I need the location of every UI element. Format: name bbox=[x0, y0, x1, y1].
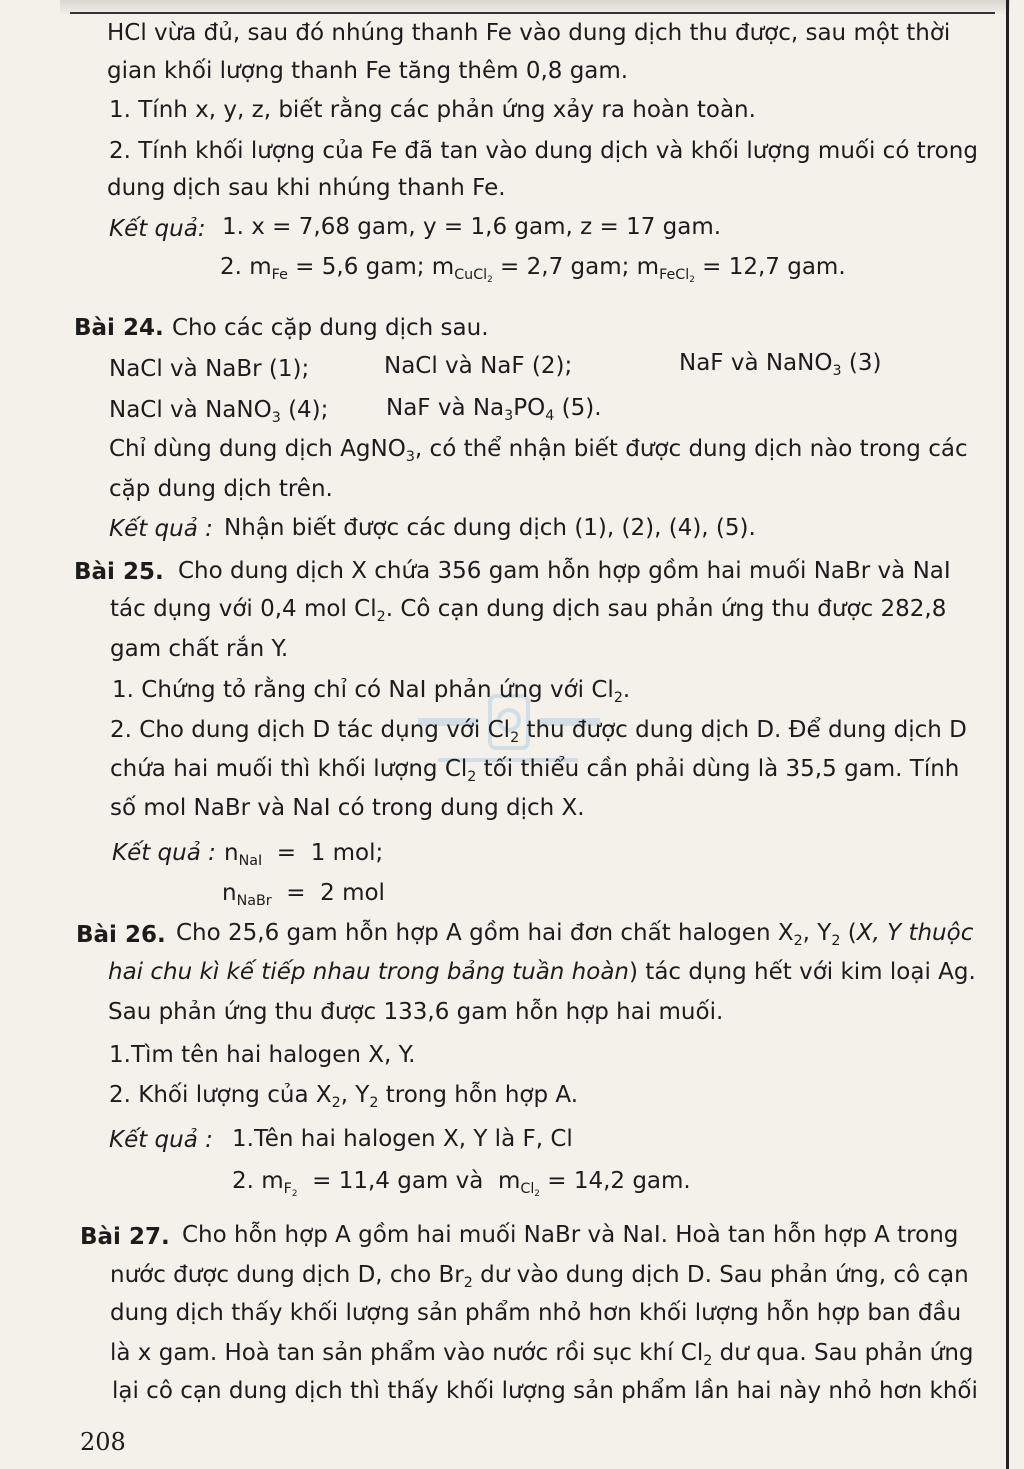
text-line: 2. Khối lượng của $X_2$, $Y_2$ trong hỗn hợp A. bbox=[109, 1082, 579, 1111]
text-line: lại cô cạn dung dịch thì thấy khối lượng sản phẩm lần hai này nhỏ hơn khối bbox=[112, 1378, 978, 1404]
text-line: Cho các cặp dung dịch sau. bbox=[172, 315, 489, 341]
text-line: Cho 25,6 gam hỗn hợp A gồm hai đơn chất halogen $X_2$, $Y_2$ (X, Y thuộc bbox=[176, 920, 974, 949]
result-text: $n_{NaBr} = 2$ mol bbox=[222, 880, 385, 909]
text-line: Chỉ dùng dung dịch AgNO$_3$, có thể nhận biết được dung dịch nào trong các bbox=[109, 436, 968, 465]
result-text: 1.Tên hai halogen X, Y là F, Cl bbox=[232, 1126, 573, 1152]
pair-item: NaCl và NaNO$_3$ (4); bbox=[109, 397, 329, 426]
result-text: 2. $m_{F_2} = 11,4$ gam và $m_{Cl_2} = 14,2$ gam. bbox=[232, 1168, 691, 1200]
result-label: Kết quả: bbox=[109, 216, 206, 242]
result-label: Kết quả : bbox=[109, 1127, 213, 1153]
pair-item: NaCl và NaF (2); bbox=[384, 353, 573, 379]
text-line: gam chất rắn Y. bbox=[110, 636, 289, 662]
text-line: là x gam. Hoà tan sản phẩm vào nước rồi sục khí $Cl_2$ dư qua. Sau phản ứng bbox=[110, 1340, 974, 1369]
exercise-title: Bài 27. bbox=[80, 1224, 170, 1250]
pair-item: NaCl và NaBr (1); bbox=[109, 356, 310, 382]
page-number: 208 bbox=[80, 1428, 126, 1456]
result-text: 1. x = 7,68 gam, y = 1,6 gam, z = 17 gam. bbox=[222, 214, 722, 240]
pair-item: NaF và NaNO$_3$ (3) bbox=[679, 350, 882, 379]
exercise-title: Bài 24. bbox=[74, 315, 164, 341]
exercise-title: Bài 26. bbox=[76, 922, 166, 948]
text-line: 1.Tìm tên hai halogen X, Y. bbox=[109, 1042, 416, 1068]
pair-item: NaF và $Na_3PO_4$ (5). bbox=[386, 395, 602, 424]
result-text: $n_{NaI} = 1$ mol; bbox=[224, 840, 384, 869]
text-line: nước được dung dịch D, cho $Br_2$ dư vào dung dịch D. Sau phản ứng, cô cạn bbox=[110, 1262, 969, 1291]
text-line: Cho dung dịch X chứa 356 gam hỗn hợp gồm hai muối NaBr và NaI bbox=[178, 558, 951, 584]
result-text: 2. $m_{Fe} = 5,6$ gam; $m_{CuCl_2} = 2,7$ gam; $m_{FeCl_2} = 12,7$ gam. bbox=[220, 254, 846, 286]
text-line: Sau phản ứng thu được 133,6 gam hỗn hợp hai muối. bbox=[108, 999, 724, 1025]
result-label: Kết quả : bbox=[109, 516, 213, 542]
text-line: 1. Chứng tỏ rằng chỉ có NaI phản ứng với $Cl_2$. bbox=[112, 677, 631, 706]
page-edge bbox=[1006, 0, 1009, 1469]
result-label: Kết quả : bbox=[112, 840, 216, 866]
text-line: dung dịch sau khi nhúng thanh Fe. bbox=[107, 175, 506, 201]
result-text: Nhận biết được các dung dịch (1), (2), (4), (5). bbox=[224, 515, 756, 541]
text-line: 1. Tính x, y, z, biết rằng các phản ứng xảy ra hoàn toàn. bbox=[109, 97, 756, 123]
text-line: cặp dung dịch trên. bbox=[109, 476, 333, 502]
exercise-title: Bài 25. bbox=[74, 559, 164, 585]
text-line: 2. Cho dung dịch D tác dụng với $Cl_2$ thu được dung dịch D. Để dung dịch D bbox=[110, 717, 967, 746]
text-line: gian khối lượng thanh Fe tăng thêm 0,8 gam. bbox=[107, 58, 629, 84]
text-line: chứa hai muối thì khối lượng $Cl_2$ tối thiểu cần phải dùng là 35,5 gam. Tính bbox=[110, 756, 960, 785]
text-line: số mol NaBr và NaI có trong dung dịch X. bbox=[110, 795, 585, 821]
text-line: hai chu kì kế tiếp nhau trong bảng tuần hoàn) tác dụng hết với kim loại Ag. bbox=[108, 959, 976, 985]
text-line: HCl vừa đủ, sau đó nhúng thanh Fe vào dung dịch thu được, sau một thời bbox=[107, 20, 951, 46]
text-line: 2. Tính khối lượng của Fe đã tan vào dung dịch và khối lượng muối có trong bbox=[109, 138, 978, 164]
text-line: dung dịch thấy khối lượng sản phẩm nhỏ hơn khối lượng hỗn hợp ban đầu bbox=[110, 1300, 962, 1326]
text-line: Cho hỗn hợp A gồm hai muối NaBr và NaI. Hoà tan hỗn hợp A trong bbox=[182, 1222, 959, 1248]
text-line: tác dụng với 0,4 mol $Cl_2$. Cô cạn dung dịch sau phản ứng thu được 282,8 bbox=[110, 596, 947, 625]
